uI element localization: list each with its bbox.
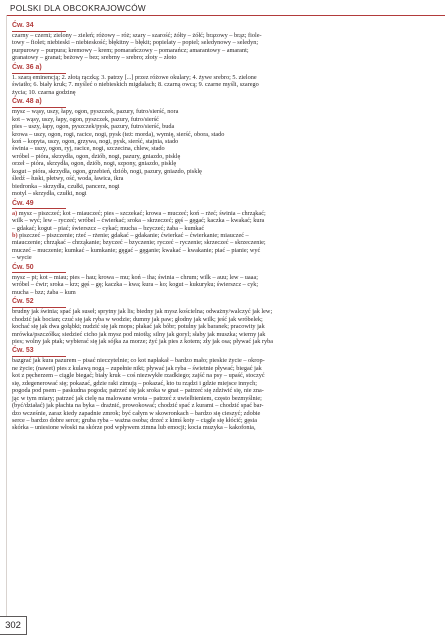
answer-line bbox=[12, 217, 440, 224]
answer-text: – gdakać; kogut – piać; świerszcz – cykać; mucha – bzyczeć; żaba – kumkać bbox=[12, 224, 205, 232]
answer-line: biedronka – skrzydła, czułki, pancerz, nogi bbox=[12, 182, 120, 190]
exercise-section bbox=[12, 298, 440, 345]
answer-line: serce – bardzo dobre serce; gruba ryba – ważna osoba; drzeć z kimś koty – ciągle się kłócić; gęsia bbox=[12, 417, 258, 425]
answer-line: pogoda pod psem – paskudna pogoda; patrzeć się jak sroka w gnat – patrzeć się zdziwić się, nie zna- bbox=[12, 387, 264, 395]
answer-line: motyl – skrzydła, czułki, nogi bbox=[12, 190, 87, 198]
answer-line: 1. szarą eminencją; 2. złotą rączką; 3. patrzy [...] przez różowe okulary; 4. żywe srebro; 5. zielone bbox=[12, 73, 257, 81]
exercise-section bbox=[12, 22, 440, 62]
answer-text: muczeć – muczenie; kumkać – kumkanie; gęgać – gęganie; kwakać – kwakanie; piać – pianie; wyć bbox=[12, 246, 261, 254]
exercise-section bbox=[12, 200, 440, 262]
answer-line: śledź – łuski, płetwy, ość, woda, ławica, ikra bbox=[12, 175, 124, 183]
answer-line: ne życie; (nawet) pies z kulawą nogą – zupełnie nikt; pływać jak ryba – świetnie pływać; biegać jak bbox=[12, 364, 262, 372]
answer-line: mysz – wąsy, uszy, łapy, ogon, pyszczek, pazury, futro/sierść, nora bbox=[12, 108, 179, 116]
running-header bbox=[6, 0, 445, 16]
answer-line: orzeł – pióra, skrzydła, ogon, dziób, nogi, szpony, gniazdo, pisklę bbox=[12, 160, 177, 168]
answer-line: bazgrać jak kura pazurem – pisać nieczytelnie; co kot napłakał – bardzo mało; pieskie życie – okrop- bbox=[12, 357, 265, 365]
answer-line bbox=[12, 239, 440, 246]
exercise-section bbox=[12, 264, 440, 296]
answer-line: świnia – uszy, ogon, ryj, racice, nogi, szczecina, chlew, stado bbox=[12, 145, 165, 153]
answer-line bbox=[12, 225, 440, 232]
answer-text: – wycie bbox=[12, 254, 32, 262]
answer-line: towy – fiolet; niebieski – niebieskość; błękitny – błękit; popielaty – popiel; seledynowy – seledyn; bbox=[12, 39, 259, 47]
answer-line: czarny – czerni; zielony – zieleń; różowy – róż; szary – szarość; żółty – żółć; brązowy – brąz; fiole- bbox=[12, 32, 262, 39]
answer-line: wróbel – ćwir; sroka – krz; gęś – gę; kaczka – kwa; kura – ko; kogut – kukuryku; świerszcz – cyk; bbox=[12, 281, 259, 289]
page-number: 302 bbox=[0, 616, 27, 635]
answer-line: dzo wcześnie, zaraz kiedy zapadnie zmrok; być całym w skowronkach – bardzo się cieszyć; zdobie bbox=[12, 409, 261, 417]
answer-line: wróbel – pióra, skrzydła, ogon, dziób, nogi, pazury, gniazdo, pisklę bbox=[12, 152, 181, 160]
exercise-section bbox=[12, 64, 440, 96]
answer-line: kot – wąsy, uszy, łapy, ogon, pyszczek, pazury, futro/sierść bbox=[12, 115, 159, 123]
answer-line: kot z pęcherzem – ciągle biegać; biały kruk – coś niezwykłe rzadkiego; zajść na psy – upaść, stoczyć bbox=[12, 372, 265, 380]
answer-line: kogut – pióra, skrzydła, ogon, grzebień, dziób, nogi, pazury, gniazdo, pisklę bbox=[12, 167, 202, 175]
answer-text: mysz – piszczeć; kot – miauczeć; pies – szczekać; krowa – muczeć; koń – rżeć; świnia – chrząkać; bbox=[17, 209, 266, 217]
answer-line: krowa – uszy, ogon, rogi, racice, nogi, pysk (też: morda), wymię, sierść, obora, stado bbox=[12, 130, 225, 138]
answer-line bbox=[12, 247, 440, 254]
sub-exercise-label: b) bbox=[12, 231, 18, 239]
exercise-title: Ćw. 52 bbox=[12, 298, 440, 308]
answer-line: skórka – uniesione włoski na skórze pod wpływem zimna lub emocji; kocia muzyka – kakofonia, bbox=[12, 424, 256, 432]
answer-line: światło; 6. biały kruk; 7. myśleć o niebieskich migdałach; 8. czarną owcą; 9. czarne myśli, szarego bbox=[12, 81, 259, 89]
answer-line: kochać się jak dwa gołąbki; nudzić się jak mops; płakać jak bóbr; potulny jak baranek; pracowity jak bbox=[12, 323, 265, 331]
answer-line: się, zdegenerować się; pokazać, gdzie raki zimują – pokazać, kto tu rządzi i gdzie miejsce innych; bbox=[12, 379, 258, 387]
answer-line: chodzić jak bocian; czuć się jak ryba w wodzie; dumny jak paw; głodny jak wilk; jeść jak wróbelek; bbox=[12, 315, 263, 323]
answer-line: mucha – bzz; żaba – kum bbox=[12, 288, 76, 296]
answer-line bbox=[12, 232, 440, 239]
answer-text: miauczenie; chrząkać – chrząkanie; bzyczeć – bzyczenie; ryczeć – ryczenie; skrzeczeć – skrzeczenie; bbox=[12, 239, 266, 247]
answer-line: pies – uszy, łapy, ogon, pyszczek/pysk, pazury, futro/sierść, buda bbox=[12, 123, 175, 131]
answer-key-content bbox=[12, 22, 440, 434]
exercise-title: Ćw. 50 bbox=[12, 264, 440, 274]
exercise-title: Ćw. 34 bbox=[12, 22, 440, 32]
exercise-title: Ćw. 53 bbox=[12, 347, 440, 357]
exercise-title: Ćw. 49 bbox=[12, 200, 440, 210]
exercise-section bbox=[12, 98, 440, 197]
answer-line: (być/działać) jak płachta na byka – drażnić, prowokować; chodzić spać z kurami – chodzić spać bar- bbox=[12, 402, 264, 410]
answer-line bbox=[12, 254, 440, 261]
answer-line: brudny jak świnia; spać jak suseł; sprytny jak lis; biedny jak mysz kościelna; odważny/walczyć jak lew; bbox=[12, 308, 273, 316]
sub-exercise-label: a) bbox=[12, 209, 18, 217]
answer-text: piszczeć – piszczenie; rżeć – rżenie; gdakać – gdakanie; ćwierkać – ćwierkanie; miauczeć – bbox=[17, 231, 249, 239]
answer-line: mysz – pi; kot – miau; pies – hau; krowa – mu; koń – iha; świnia – chrum; wilk – auu; lew – uaaa; bbox=[12, 273, 258, 281]
exercise-title: Ćw. 36 a) bbox=[12, 64, 440, 74]
answer-line: jąc w tym miary; patrzeć jak cielę na malowane wrota – patrzeć z uwielbieniem, często bezmyślnie; bbox=[12, 394, 262, 402]
exercise-section bbox=[12, 347, 440, 432]
header-title: POLSKI DLA OBCOKRAJOWCÓW bbox=[10, 4, 146, 13]
answer-line bbox=[12, 210, 440, 217]
answer-line: purpurowy – purpura; kremowy – krem; pomarańczowy – pomarańcz; amarantowy – amarant; bbox=[12, 46, 249, 54]
answer-line: granatowy – granat; beżowy – bez; srebrny – srebro; złoty – złoto bbox=[12, 54, 177, 62]
answer-line: życia; 10. czarna godzinę bbox=[12, 88, 76, 96]
answer-line: koń – kopyta, uszy, ogon, grzywa, nogi, pysk, sierść, stajnia, stado bbox=[12, 137, 179, 145]
answer-line: mrówka/pszczółka; siedzieć cicho jak mysz pod miotłą; silny jak goryl; słaby jak muszka; wierny jak bbox=[12, 330, 266, 338]
answer-line: pies; wolny jak ptak; wybierać się jak sójka za morze; żyć jak pies z kotem; zły jak osa; pływać jak ryba bbox=[12, 337, 274, 345]
margin-rule bbox=[6, 15, 7, 619]
answer-text: wilk – wyć; lew – ryczeć; wróbel – ćwierkać; sroka – skrzeczeć; gęś – gęgać; kaczka – kwakać; kura bbox=[12, 217, 265, 225]
exercise-title: Ćw. 48 a) bbox=[12, 98, 440, 108]
